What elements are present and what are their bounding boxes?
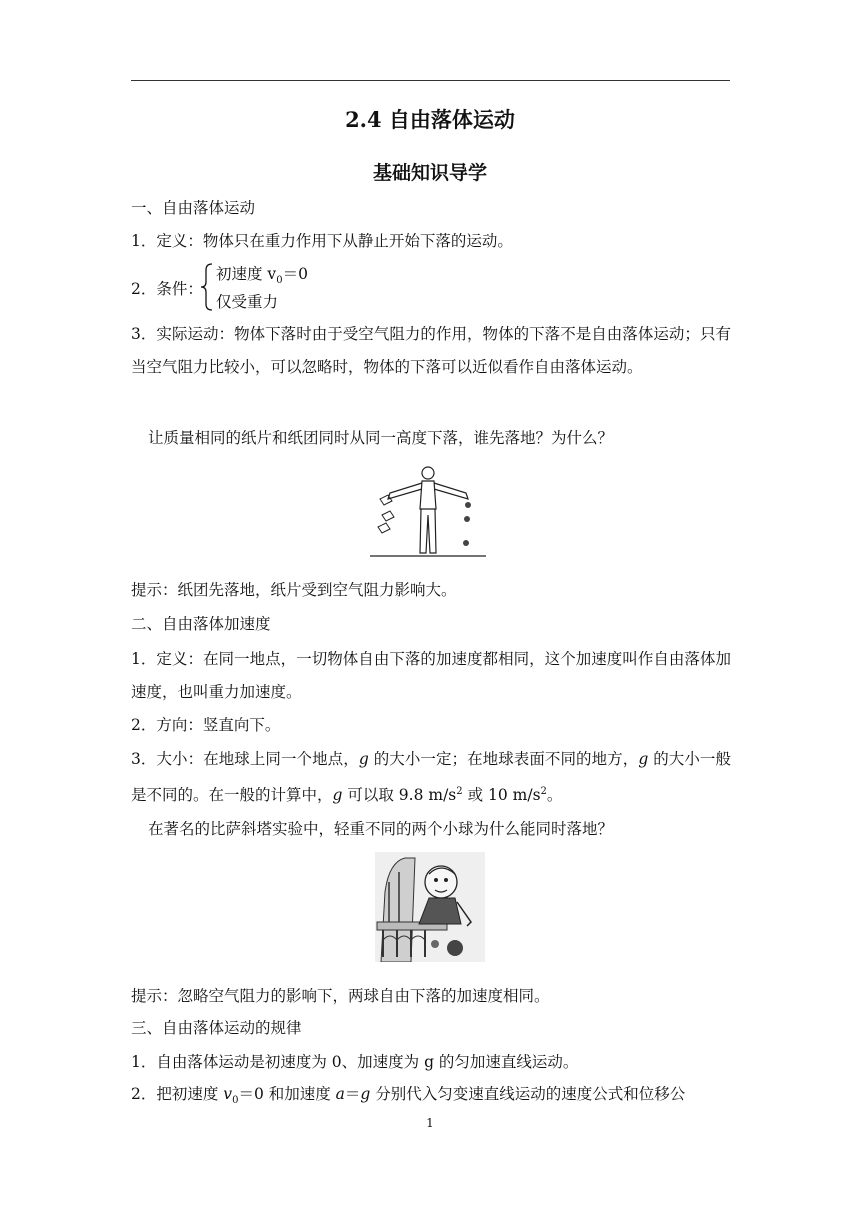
left-brace-icon xyxy=(200,262,214,312)
s1-condition-1: 初速度 $v_0=0$ xyxy=(216,265,308,287)
s2-magnitude: 3．大小：在地球上同一个地点，g 的大小一定；在地球表面不同的地方，g 的大小一般是不同的。在一般的计算中，g 可以取 9.8 $m/s^2$ 或 10 $m/s^2$。 xyxy=(131,750,731,804)
s2-direction: 2．方向：竖直向下。 xyxy=(131,716,281,734)
s3-point-1: 1．自由落体运动是初速度为 0、加速度为 g 的匀加速直线运动。 xyxy=(131,1053,579,1071)
paper-drop-figure xyxy=(368,463,488,561)
page-number: 1 xyxy=(426,1116,434,1130)
pisa-tower-figure xyxy=(375,852,485,962)
s1-definition: 1．定义：物体只在重力作用下从静止开始下落的运动。 xyxy=(131,232,513,250)
section-1-heading: 一、自由落体运动 xyxy=(131,199,256,217)
s2-hint: 提示：忽略空气阻力的影响下，两球自由下落的加速度相同。 xyxy=(131,987,550,1005)
section-3-heading: 三、自由落体运动的规律 xyxy=(131,1019,302,1037)
s1-question: 让质量相同的纸片和纸团同时从同一高度下落，谁先落地？为什么？ xyxy=(148,429,614,447)
section-subtitle: 基础知识导学 xyxy=(372,162,487,184)
s2-definition: 1．定义：在同一地点，一切物体自由下落的加速度都相同，这个加速度叫作自由落体加速度，也叫重力加速度。 xyxy=(131,650,731,701)
section-2-heading: 二、自由落体加速度 xyxy=(131,615,271,633)
header-rule xyxy=(131,80,730,81)
s2-question: 在著名的比萨斜塔实验中，轻重不同的两个小球为什么能同时落地？ xyxy=(148,820,614,838)
s1-hint: 提示：纸团先落地，纸片受到空气阻力影响大。 xyxy=(131,581,457,599)
s1-condition-label: 2．条件： xyxy=(131,280,203,298)
s1-actual-motion: 3．实际运动：物体下落时由于受空气阻力的作用，物体的下落不是自由落体运动；只有当空气阻力比较小，可以忽略时，物体的下落可以近似看作自由落体运动。 xyxy=(131,325,731,376)
page-title: 2.4 自由落体运动 xyxy=(345,107,515,132)
s1-condition-2: 仅受重力 xyxy=(216,293,279,311)
s3-point-2: 2．把初速度 $v_0=0$ 和加速度 a＝g 分别代入匀变速直线运动的速度公式和位移公 xyxy=(131,1085,686,1107)
